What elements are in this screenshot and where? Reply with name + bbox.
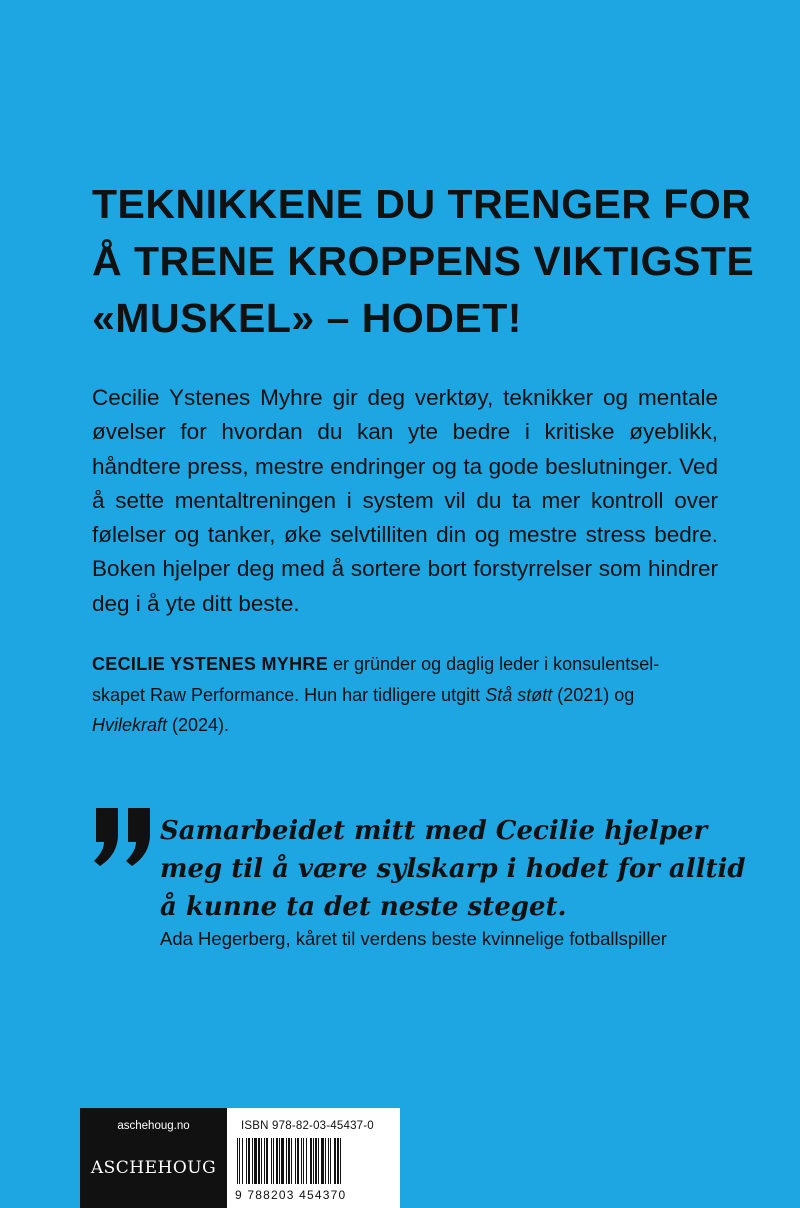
barcode-bar [303, 1138, 304, 1184]
quotation-mark-icon [90, 808, 156, 866]
barcode-bar [330, 1138, 331, 1184]
barcode-bar [301, 1138, 302, 1184]
barcode-bar [340, 1138, 341, 1184]
headline-line: Å TRENE KROPPENS VIKTIGSTE [92, 238, 755, 284]
barcode-bar [279, 1138, 280, 1184]
barcode-bar [266, 1138, 268, 1184]
barcode-bar [337, 1138, 339, 1184]
barcode-icon [235, 1138, 393, 1186]
author-name: CECILIE YSTENES MYHRE [92, 654, 329, 674]
barcode-block [227, 1108, 400, 1208]
quote-attribution: Ada Hegerberg, kåret til verdens beste kvinnelige fotballspiller [160, 928, 667, 949]
quote-line: meg til å være sylskarp i hodet for alltid [160, 854, 746, 884]
barcode-bar [315, 1138, 317, 1184]
author-bio-text: (2021) og [552, 684, 635, 705]
headline-line: «MUSKEL» – HODET! [92, 295, 522, 341]
testimonial-quote [160, 812, 760, 926]
isbn-label: ISBN 978-82-03-45437-0 [241, 1120, 374, 1132]
publisher-url: aschehoug.no [117, 1120, 190, 1132]
barcode-bar [239, 1138, 240, 1184]
barcode-bar [252, 1138, 253, 1184]
barcode-bar [276, 1138, 278, 1184]
author-bio [92, 649, 702, 741]
barcode-bar [318, 1138, 319, 1184]
barcode-bar [325, 1138, 326, 1184]
barcode-bar [237, 1138, 238, 1184]
barcode-bar [313, 1138, 314, 1184]
barcode-bar [286, 1138, 287, 1184]
book-blurb: Cecilie Ystenes Myhre gir deg verktøy, teknikker og mentale øvelser for hvordan du kan yte bedre i kritiske øyeblikk, håndtere press, mestre endringer og ta gode beslutninger. Ved å sette mentaltreningen i system vil du ta mer kontroll over følelser og tanker, øke selvtilliten din og mestre stress bedre. Boken hjelper deg med å sortere bort forstyrrelser som hindrer deg i å yte ditt beste. [92, 385, 718, 616]
barcode-bar [288, 1138, 290, 1184]
barcode-bar [306, 1138, 307, 1184]
headline [92, 176, 755, 347]
book-title: Hvilekraft [92, 715, 168, 735]
barcode-bar [281, 1138, 284, 1184]
author-bio-text: (2024). [167, 715, 230, 735]
publisher-logo: ASCHEHOUG [90, 1158, 217, 1178]
barcode-bar [258, 1138, 260, 1184]
ean-digits: 9 788203 454370 [235, 1188, 347, 1202]
barcode-bar [242, 1138, 243, 1184]
barcode-bar [321, 1138, 324, 1184]
barcode-bar [291, 1138, 292, 1184]
barcode-bar [254, 1138, 257, 1184]
barcode-bar [295, 1138, 296, 1184]
book-title: Stå støtt [485, 684, 553, 705]
barcode-bar [264, 1138, 265, 1184]
barcode-bar [328, 1138, 329, 1184]
barcode-bar [334, 1138, 336, 1184]
barcode-bar [310, 1138, 312, 1184]
publisher-block [80, 1108, 227, 1208]
quote-line: Samarbeidet mitt med Cecilie hjelper [160, 816, 708, 846]
barcode-bar [297, 1138, 299, 1184]
author-bio-text: er gründer og daglig leder i konsulentselskapet Raw Performance. Hun har tidligere utgitt [92, 654, 660, 705]
barcode-bar [261, 1138, 262, 1184]
barcode-bar [273, 1138, 274, 1184]
barcode-bar [271, 1138, 272, 1184]
barcode-bar [246, 1138, 247, 1184]
headline-line: TEKNIKKENE DU TRENGER FOR [92, 181, 752, 227]
quote-line: å kunne ta det neste steget. [160, 892, 567, 922]
barcode-bar [248, 1138, 250, 1184]
